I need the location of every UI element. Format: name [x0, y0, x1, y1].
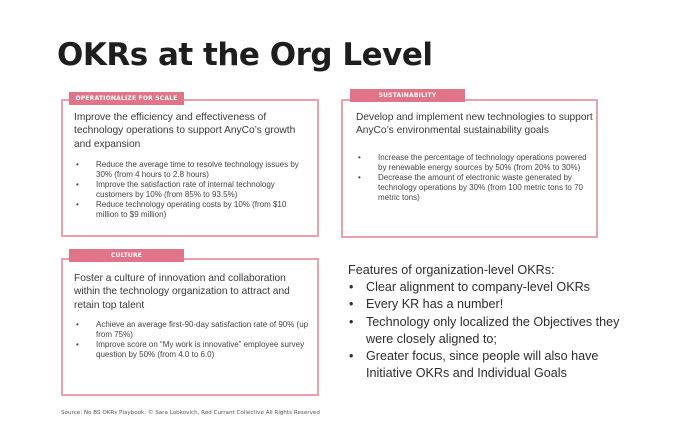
key-results-culture	[74, 320, 310, 360]
feature-item: • Greater focus, since people will also have Initiative OKRs and Individual Goals	[348, 348, 648, 382]
slide-title: OKRs at the Org Level	[57, 37, 433, 73]
features-section	[348, 262, 648, 382]
features-list	[348, 279, 648, 382]
key-result: • Improve score on “My work is innovative” employee survey question by 50% (from 4.0 to 6.0)	[74, 340, 310, 360]
okr-label-operationalize: OPERATIONALIZE FOR SCALE	[69, 92, 184, 105]
source-citation: Source: No BS OKRs Playbook, © Sara Lobkovich, Red Currant Collective All Rights Reserved	[61, 410, 320, 416]
key-results-sustainability	[356, 153, 592, 203]
objective-operationalize: Improve the efficiency and effectiveness of technology operations to support AnyCo’s growth and expansion	[74, 112, 296, 150]
key-result: • Decrease the amount of electronic waste generated by technology operations by 30% (from 100 metric tons to 70 metric tons)	[356, 173, 592, 203]
key-result: • Achieve an average first-90-day satisfaction rate of 90% (up from 75%)	[74, 320, 310, 340]
key-result: • Reduce the average time to resolve technology issues by 30% (from 4 hours to 2.8 hours)	[74, 160, 310, 180]
feature-item: • Technology only localized the Objectives they were closely aligned to;	[348, 314, 648, 348]
okr-label-culture: CULTURE	[69, 249, 184, 262]
objective-culture: Foster a culture of innovation and collaboration within the technology organization to attract and retain top talent	[74, 273, 290, 311]
key-result: • Reduce technology operating costs by 10% (from $10 million to $9 million)	[74, 200, 310, 220]
objective-sustainability: Develop and implement new technologies to support AnyCo’s environmental sustainability goals	[356, 112, 593, 137]
feature-item: • Clear alignment to company-level OKRs	[348, 279, 648, 296]
feature-item: • Every KR has a number!	[348, 296, 648, 313]
key-results-operationalize	[74, 160, 310, 220]
key-result: • Increase the percentage of technology operations powered by renewable energy sources by 50% (from 20% to 30%)	[356, 153, 592, 173]
features-heading: Features of organization-level OKRs:	[348, 263, 555, 277]
okr-label-sustainability: SUSTAINABILITY	[350, 89, 465, 102]
key-result: • Improve the satisfaction rate of internal technology customers by 10% (from 85% to 93.5%)	[74, 180, 310, 200]
